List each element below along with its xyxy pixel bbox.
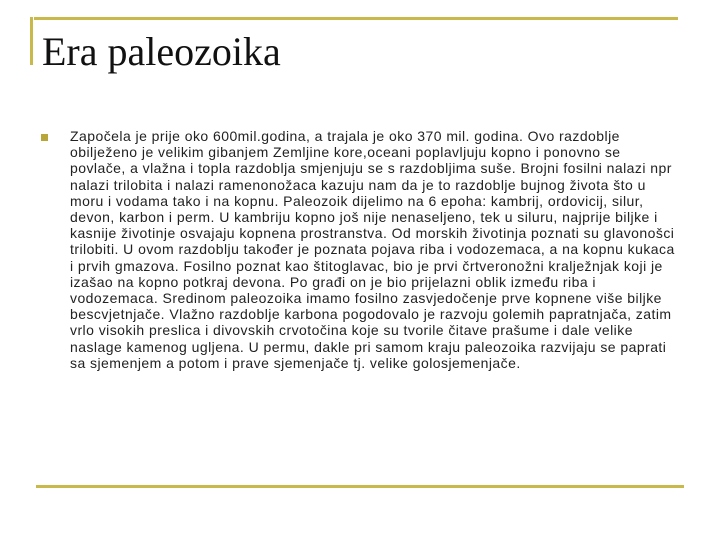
bottom-rule (36, 485, 684, 488)
left-rule (30, 17, 33, 65)
bullet-text: Započela je prije oko 600mil.godina, a trajala je oko 370 mil. godina. Ovo razdoblje obilježeno je velikim gibanjem Zemljine kore,oceani poplavljuju kopno i ponovno se povlače, a vlažna i topla razdoblja smjenjuju se s razdobljima suše. Brojni fosilni nalazi npr nalazi trilobita i nalazi ramenonožaca kazuju nam da je to razdoblje bujnog života što u moru i vodama tako i na kopnu. Paleozoik dijelimo na 6 epoha: kambrij, ordovicij, silur, devon, karbon i perm. U kambriju kopno još nije nenaseljeno, tek u siluru, najprije biljke i kasnije životinje osvajaju kopnena prostranstva. Od morskih životinja poznati su glavonošci trilobiti. U ovom razdoblju također je poznata pojava riba i vodozemaca, a na kopnu kukaca i prvih gmazova. Fosilno poznat kao štitoglavac, bio je prvi črtveronožni kralježnjak koji je izašao na kopno potkraj devona. Po građi on je bio prijelazni oblik između riba i vodozemaca. Sredinom paleozoika imamo fosilno zasvjedočenje prve kopnene više biljke bescvjetnjače. Vlažno razdoblje karbona pogodovalo je razvoju golemih papratnjača, zatim vrlo visokih preslica i divovskih crvotočina koje su tvorile čitave prašume i dale velike naslage kamenog ugljena. U permu, dakle pri samom kraju paleozoika razvijaju se paprati sa sjemenjem a potom i prave sjemenjače tj. velike golosjemenjače. (70, 128, 675, 371)
slide-title: Era paleozoika (42, 29, 281, 74)
top-rule (34, 17, 678, 20)
square-bullet-icon (41, 134, 48, 141)
